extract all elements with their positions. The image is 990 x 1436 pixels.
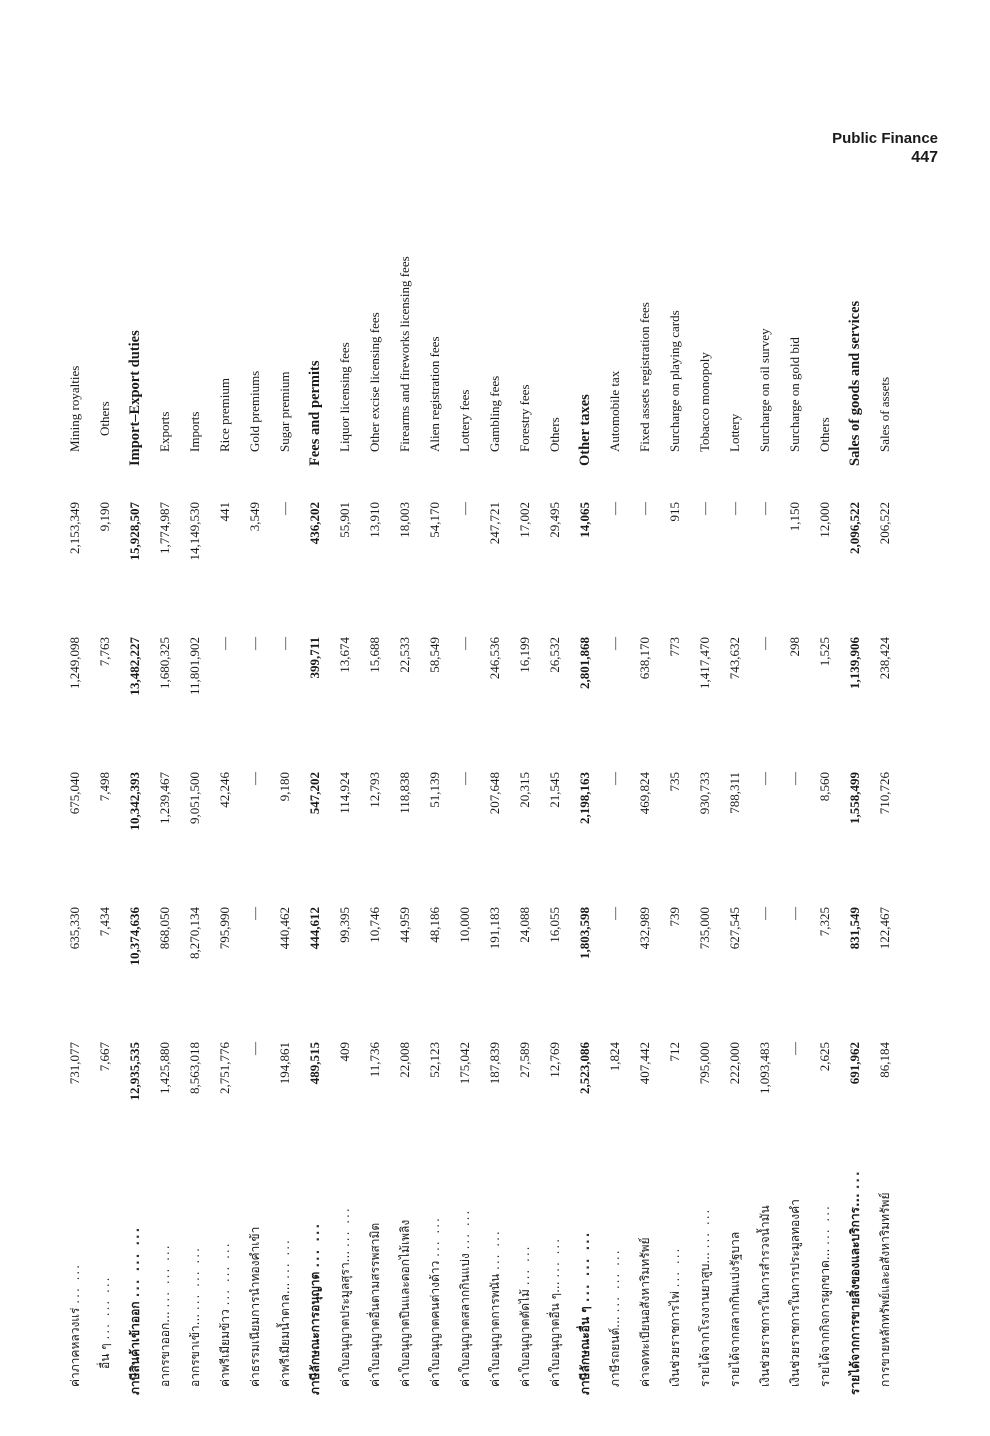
thai-label (660, 1155, 690, 1395)
table-row (270, 180, 300, 1395)
value-cell: — (787, 772, 802, 785)
thai-label-text: เงินช่วยราชการไพ่ (667, 1291, 682, 1387)
thai-label-text: ภาษีรถยนต์... (607, 1316, 622, 1387)
thai-label-text: อื่น ๆ (97, 1343, 112, 1369)
value-cell: — (607, 907, 622, 920)
english-label: Gambling fees (487, 375, 502, 452)
value-cell: 26,532 (547, 637, 562, 673)
table-row (690, 180, 720, 1395)
value-cell: 2,198,163 (577, 772, 592, 824)
english-label: Automobile tax (607, 370, 622, 452)
value-cell: 831,549 (847, 907, 862, 950)
table-row (510, 180, 540, 1395)
revenue-table (60, 180, 900, 1395)
leader-dots: ... ... (277, 1238, 292, 1279)
page-header (832, 130, 938, 168)
value-cell: 675,040 (67, 772, 82, 815)
english-label: Fees and permits (306, 360, 323, 466)
table-row (60, 180, 90, 1395)
value-cell: 1,239,467 (157, 772, 172, 824)
table-row (450, 180, 480, 1395)
english-label: Liquor licensing fees (337, 342, 352, 452)
value-cell: 712 (667, 1042, 682, 1062)
value-cell: — (637, 502, 652, 515)
value-cell: 915 (667, 502, 682, 522)
value-cell: 3,549 (247, 502, 262, 532)
value-cell: 187,839 (487, 1042, 502, 1085)
english-label: Sales of goods and services (846, 300, 863, 466)
value-cell: 710,726 (877, 772, 892, 815)
table-row (300, 180, 330, 1395)
value-cell: 436,202 (307, 502, 322, 545)
value-cell: 8,270,134 (187, 907, 202, 959)
thai-label-text: ค่าใบอนุญาตคนต่างด้าว (427, 1260, 442, 1387)
value-cell: — (247, 1042, 262, 1055)
value-cell: 12,769 (547, 1042, 562, 1078)
value-cell: 16,199 (517, 637, 532, 673)
leader-dots: ... ... (697, 1207, 712, 1249)
leader-dots: ... (847, 1169, 862, 1190)
value-cell: 246,536 (487, 637, 502, 680)
value-cell: 1,680,325 (157, 637, 172, 689)
value-cell: — (757, 772, 772, 785)
value-cell: — (607, 502, 622, 515)
value-cell: 1,249,098 (67, 637, 82, 689)
value-cell: 10,000 (457, 907, 472, 943)
value-cell: 10,342,393 (127, 772, 142, 831)
value-cell: 2,751,776 (217, 1042, 232, 1094)
table-row (600, 180, 630, 1395)
value-cell: 11,736 (367, 1042, 382, 1078)
value-cell: 407,442 (637, 1042, 652, 1085)
value-cell: — (247, 637, 262, 650)
rotated-revenue-table (60, 180, 940, 1395)
table-row (570, 180, 600, 1395)
thai-label-text: ค่าใบอนุญาตประมูลสุรา... (337, 1250, 352, 1387)
value-cell: 44,959 (397, 907, 412, 943)
value-cell: 22,533 (397, 637, 412, 673)
value-cell: 930,733 (697, 772, 712, 815)
value-cell: — (757, 637, 772, 650)
value-cell: 2,801,868 (577, 637, 592, 689)
value-cell: — (697, 502, 712, 515)
thai-label (240, 1155, 270, 1395)
thai-label-text: ค่าใบอนุญาตอื่นตามสรรพสามิต (367, 1222, 382, 1387)
value-cell: 691,962 (847, 1042, 862, 1085)
value-cell: 2,153,349 (67, 502, 82, 554)
value-cell: 8,563,018 (187, 1042, 202, 1094)
table-row (540, 180, 570, 1395)
table-row (360, 180, 390, 1395)
english-label: Imports (187, 411, 202, 452)
english-label: Others (97, 401, 112, 436)
value-cell: 12,000 (817, 502, 832, 538)
table-row (630, 180, 660, 1395)
leader-dots: ... ... (487, 1229, 502, 1270)
value-cell: 21,545 (547, 772, 562, 808)
value-cell: 1,425,880 (157, 1042, 172, 1094)
thai-label (600, 1155, 630, 1395)
value-cell: 868,050 (157, 907, 172, 950)
value-cell: — (727, 502, 742, 515)
value-cell: 8,560 (817, 772, 832, 802)
thai-label (750, 1155, 780, 1395)
value-cell: 1,150 (787, 502, 802, 532)
value-cell: 1,525 (817, 637, 832, 667)
table-row (180, 180, 210, 1395)
thai-label-text: ค่าใบอนุญาตการพนัน (487, 1273, 502, 1387)
value-cell: — (217, 637, 232, 650)
leader-dots: ... ... ... (97, 1275, 112, 1340)
value-cell: 773 (667, 637, 682, 657)
english-label: Surcharge on gold bid (787, 337, 802, 452)
leader-dots: ... ... (817, 1204, 832, 1245)
value-cell: 238,424 (877, 637, 892, 680)
page-number: 447 (911, 149, 938, 166)
thai-label-text: ภาษีสินค้าเข้าออก (127, 1301, 142, 1395)
value-cell: 114,924 (337, 772, 352, 814)
value-cell: 795,990 (217, 907, 232, 950)
value-cell: 9,051,500 (187, 772, 202, 824)
value-cell: 298 (787, 637, 802, 657)
english-label: Surcharge on oil survey (757, 328, 772, 452)
value-cell: 222,000 (727, 1042, 742, 1085)
thai-label-text: รายได้จากกิจการผูกขาด... (817, 1248, 832, 1387)
leader-dots: ... ... (517, 1244, 532, 1286)
value-cell: 14,149,530 (187, 502, 202, 561)
english-label: Mining royalties (67, 365, 82, 452)
value-cell: — (457, 637, 472, 650)
thai-label (420, 1155, 450, 1395)
leader-dots: ... ... (427, 1216, 442, 1257)
thai-label-text: ค่าพรีเมียมข้าว (217, 1309, 232, 1387)
thai-label-text: ค่าใบอนุญาตตัดไม้ (517, 1289, 532, 1387)
leader-dots: ... ... (307, 1222, 322, 1268)
english-label: Tobacco monopoly (697, 352, 712, 452)
thai-label (690, 1155, 720, 1395)
thai-label (360, 1155, 390, 1395)
leader-dots: ... ... ... (127, 1225, 142, 1298)
value-cell: 48,186 (427, 907, 442, 943)
english-label: Import–Export duties (126, 330, 143, 466)
value-cell: 7,434 (97, 907, 112, 937)
value-cell: — (457, 502, 472, 515)
table-row (210, 180, 240, 1395)
section-title: Public Finance (832, 130, 938, 147)
value-cell: — (247, 907, 262, 920)
english-label: Exports (157, 411, 172, 452)
thai-label (390, 1155, 420, 1395)
english-label: Lottery (727, 413, 742, 452)
table-row (120, 180, 150, 1395)
value-cell: — (277, 637, 292, 650)
english-label: Firearms and fireworks licensing fees (397, 256, 412, 452)
value-cell: 7,667 (97, 1042, 112, 1072)
thai-label-text: เงินช่วยราชการในการสำรวจน้ำมัน (757, 1205, 772, 1387)
table-row (780, 180, 810, 1395)
value-cell: 194,861 (277, 1042, 292, 1085)
value-cell: — (787, 907, 802, 920)
value-cell: 469,824 (637, 772, 652, 815)
value-cell: 9,190 (97, 502, 112, 532)
table-row (90, 180, 120, 1395)
english-label: Fixed assets registration fees (637, 302, 652, 452)
thai-label (540, 1155, 570, 1395)
table-row (330, 180, 360, 1395)
english-label: Surcharge on playing cards (667, 310, 682, 452)
leader-dots: ... ... ... (187, 1246, 202, 1311)
value-cell: 1,558,499 (847, 772, 862, 824)
value-cell: 118,838 (397, 772, 412, 814)
value-cell: 489,515 (307, 1042, 322, 1085)
value-cell: 638,170 (637, 637, 652, 680)
thai-label-text: ภาษีลักษณะอื่น ๆ (577, 1306, 592, 1395)
value-cell: 1,824 (607, 1042, 622, 1072)
value-cell: 11,801,902 (187, 637, 202, 696)
value-cell: 10,374,636 (127, 907, 142, 966)
value-cell: 20,315 (517, 772, 532, 808)
thai-label (90, 1155, 120, 1395)
leader-dots: ... ... (337, 1206, 352, 1248)
thai-label-text: ค่าใบอนุญาตปืนและดอกไม้เพลิง (397, 1219, 412, 1387)
value-cell: 55,901 (337, 502, 352, 538)
thai-label-text: ค่าภาคหลวงแร่ (67, 1307, 82, 1387)
table-row (840, 180, 870, 1395)
leader-dots: ... ... ... (217, 1241, 232, 1306)
value-cell: — (757, 502, 772, 515)
thai-label (630, 1155, 660, 1395)
value-cell: 1,417,470 (697, 637, 712, 689)
value-cell: 2,523,086 (577, 1042, 592, 1094)
thai-label (450, 1155, 480, 1395)
value-cell: 788,311 (727, 772, 742, 814)
english-label: Rice premium (217, 377, 232, 452)
thai-label (330, 1155, 360, 1395)
leader-dots: ... ... ... (157, 1243, 172, 1308)
table-row (810, 180, 840, 1395)
value-cell: 795,000 (697, 1042, 712, 1085)
english-label: Alien registration fees (427, 336, 442, 452)
english-label: Forestry fees (517, 384, 532, 452)
value-cell: — (607, 637, 622, 650)
table-row (480, 180, 510, 1395)
thai-label-text: ค่าพรีเมียมน้ำตาล... (277, 1282, 292, 1387)
value-cell: 15,688 (367, 637, 382, 673)
value-cell: 247,721 (487, 502, 502, 545)
thai-label-text: อากรขาออก... (157, 1311, 172, 1387)
thai-label (210, 1155, 240, 1395)
value-cell: 7,325 (817, 907, 832, 937)
thai-label-text: รายได้จากการขายสิ่งของและบริการ... (847, 1193, 862, 1395)
english-label: Others (547, 417, 562, 452)
value-cell: — (277, 502, 292, 515)
leader-dots: ... ... (547, 1236, 562, 1278)
thai-label (480, 1155, 510, 1395)
thai-label-text: รายได้จากโรงงานยาสูบ... (697, 1252, 712, 1387)
thai-label (120, 1155, 150, 1395)
value-cell: 13,482,227 (127, 637, 142, 696)
value-cell: 58,549 (427, 637, 442, 673)
value-cell: 54,170 (427, 502, 442, 538)
value-cell: 27,589 (517, 1042, 532, 1078)
table-row (720, 180, 750, 1395)
value-cell: 432,989 (637, 907, 652, 950)
english-label: Sugar premium (277, 371, 292, 452)
thai-label-text: ค่าจดทะเบียนอสังหาริมทรัพย์ (637, 1237, 652, 1387)
value-cell: 99,395 (337, 907, 352, 943)
value-cell: 399,711 (307, 637, 322, 679)
value-cell: 16,055 (547, 907, 562, 943)
value-cell: — (757, 907, 772, 920)
value-cell: 13,910 (367, 502, 382, 538)
value-cell: 7,763 (97, 637, 112, 667)
value-cell: 739 (667, 907, 682, 927)
value-cell: 29,495 (547, 502, 562, 538)
value-cell: 206,522 (877, 502, 892, 545)
value-cell: 9,180 (277, 772, 292, 802)
value-cell: 51,139 (427, 772, 442, 808)
thai-label-text: การขายหลักทรัพย์และอสังหาริมทรัพย์ (877, 1192, 892, 1387)
leader-dots: ... ... (457, 1208, 472, 1250)
value-cell: 627,545 (727, 907, 742, 950)
thai-label (300, 1155, 330, 1395)
table-body (60, 180, 900, 1395)
english-label: Other excise licensing fees (367, 312, 382, 452)
value-cell: 191,183 (487, 907, 502, 950)
thai-label-text: รายได้จากสลากกินแบ่งรัฐบาล (727, 1231, 742, 1387)
table-row (870, 180, 900, 1395)
value-cell: 42,246 (217, 772, 232, 808)
thai-label-text: เงินช่วยราชการในการประมูลทองคำ (787, 1199, 802, 1387)
thai-label (270, 1155, 300, 1395)
value-cell: — (787, 1042, 802, 1055)
value-cell: — (247, 772, 262, 785)
value-cell: 1,093,483 (757, 1042, 772, 1094)
table-row (660, 180, 690, 1395)
thai-label (780, 1155, 810, 1395)
value-cell: 7,498 (97, 772, 112, 802)
value-cell: 731,077 (67, 1042, 82, 1085)
thai-label-text: ภาษีลักษณะการอนุญาต (307, 1271, 322, 1395)
value-cell: — (457, 772, 472, 785)
value-cell: 1,139,906 (847, 637, 862, 689)
value-cell: 14,065 (577, 502, 592, 538)
thai-label (570, 1155, 600, 1395)
value-cell: 735 (667, 772, 682, 792)
english-label: Other taxes (576, 394, 593, 466)
value-cell: 743,632 (727, 637, 742, 680)
value-cell: 12,935,535 (127, 1042, 142, 1101)
thai-label-text: ค่าธรรมเนียมการนำทองคำเข้า (247, 1226, 262, 1387)
thai-label (870, 1155, 900, 1395)
thai-label (180, 1155, 210, 1395)
thai-label (60, 1155, 90, 1395)
value-cell: 1,774,987 (157, 502, 172, 554)
value-cell: 18,003 (397, 502, 412, 538)
thai-label (840, 1155, 870, 1395)
english-label: Sales of assets (877, 376, 892, 452)
value-cell: 52,123 (427, 1042, 442, 1078)
thai-label-text: ค่าใบอนุญาตสลากกินแบ่ง (457, 1253, 472, 1387)
value-cell: 24,088 (517, 907, 532, 943)
value-cell: 409 (337, 1042, 352, 1062)
thai-label-text: อากรขาเข้า... (187, 1313, 202, 1387)
value-cell: 175,042 (457, 1042, 472, 1085)
value-cell: 207,648 (487, 772, 502, 815)
value-cell: — (607, 772, 622, 785)
value-cell: 10,746 (367, 907, 382, 943)
value-cell: 122,467 (877, 907, 892, 950)
leader-dots: ... ... ... (607, 1248, 622, 1313)
value-cell: 547,202 (307, 772, 322, 815)
value-cell: 441 (217, 502, 232, 522)
value-cell: 15,928,507 (127, 502, 142, 561)
thai-label (810, 1155, 840, 1395)
thai-label (510, 1155, 540, 1395)
value-cell: 1,803,598 (577, 907, 592, 959)
value-cell: 735,000 (697, 907, 712, 950)
value-cell: 86,184 (877, 1042, 892, 1078)
value-cell: 2,625 (817, 1042, 832, 1072)
value-cell: 13,674 (337, 637, 352, 673)
english-label: Others (817, 417, 832, 452)
value-cell: 444,612 (307, 907, 322, 950)
value-cell: 635,330 (67, 907, 82, 950)
value-cell: 440,462 (277, 907, 292, 950)
thai-label (720, 1155, 750, 1395)
leader-dots: ... ... ... (577, 1230, 592, 1303)
value-cell: 2,096,522 (847, 502, 862, 554)
value-cell: 22,008 (397, 1042, 412, 1078)
table-row (750, 180, 780, 1395)
table-row (240, 180, 270, 1395)
value-cell: 17,002 (517, 502, 532, 538)
table-row (150, 180, 180, 1395)
table-row (390, 180, 420, 1395)
table-row (420, 180, 450, 1395)
value-cell: 12,793 (367, 772, 382, 808)
leader-dots: ... ... (667, 1246, 682, 1288)
english-label: Gold premiums (247, 370, 262, 452)
thai-label (150, 1155, 180, 1395)
leader-dots: ... ... (67, 1262, 82, 1304)
thai-label-text: ค่าใบอนุญาตอื่น ๆ... (547, 1281, 562, 1387)
english-label: Lottery fees (457, 389, 472, 452)
